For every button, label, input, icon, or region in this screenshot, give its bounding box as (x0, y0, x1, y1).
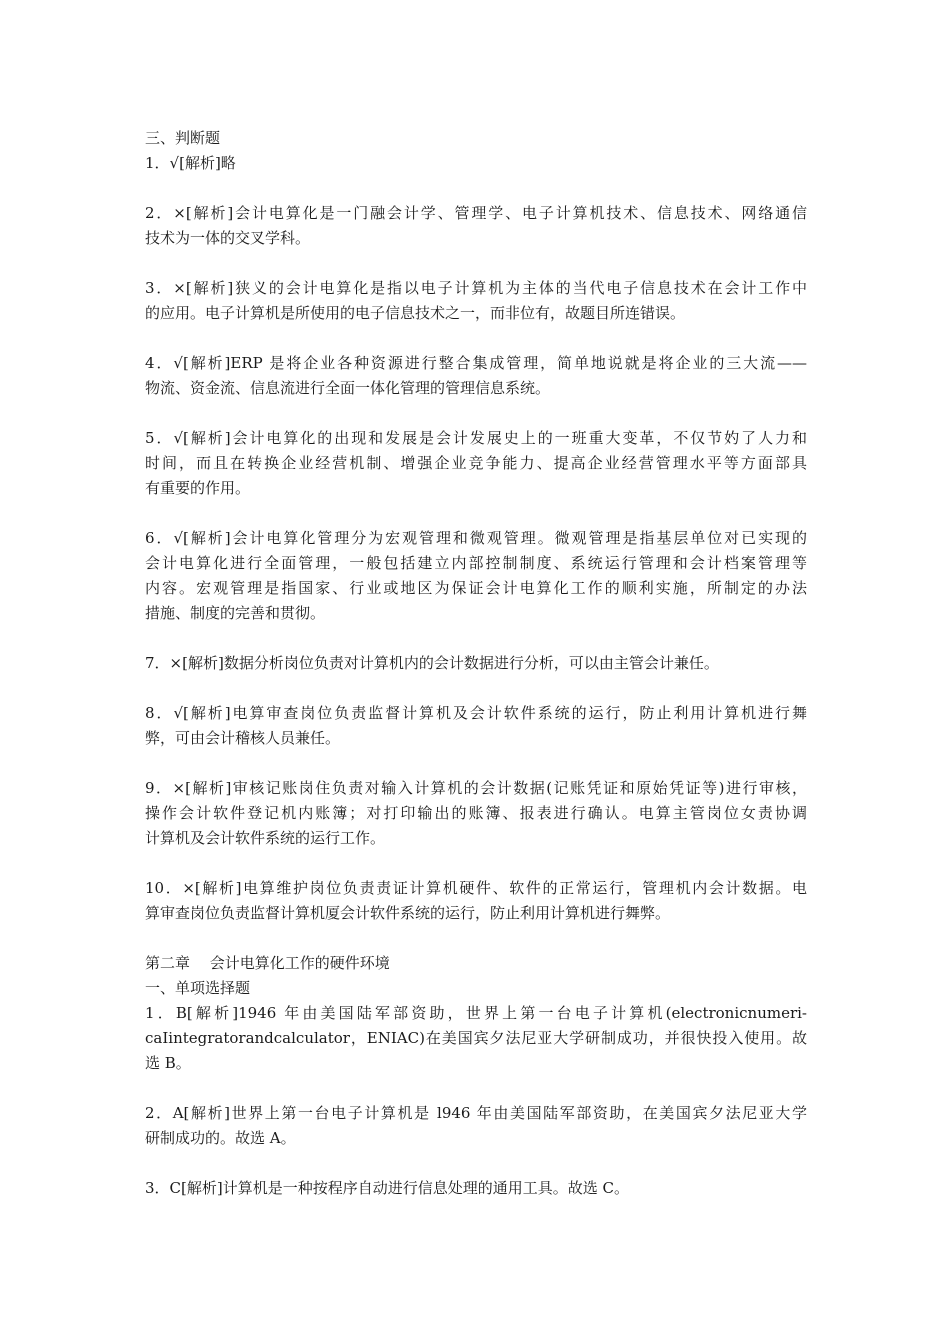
answer-line: 8．√[解析]电算审查岗位负责监督计算机及会计软件系统的运行，防止利用计算机进行舞 (145, 704, 807, 722)
answer-item-2 (145, 201, 807, 251)
answer-line: 5．√[解析]会计电算化的出现和发展是会计发展史上的一班重大变革，不仅节妁了人力和 (145, 429, 807, 447)
answer-item-9 (145, 776, 807, 851)
answer-line: 10．×[解析]电算维护岗位负责责证计算机硬件、软件的正常运行，管理机内会计数据。电 (145, 879, 807, 897)
answer-item-1 (145, 151, 807, 176)
answer-line: 6．√[解析]会计电算化管理分为宏观管理和微观管理。微观管理是指基层单位对已实现的 (145, 529, 807, 547)
answer-line: 2．A[解析]世界上第一台电子计算机是 l946 年由美国陆军部资助，在美国宾夕法尼亚大学 (145, 1104, 807, 1122)
answer-line: 1．√[解析]略 (145, 154, 236, 172)
chapter-title: 第二章 会计电算化工作的硬件环境 (145, 954, 390, 972)
answer-item-5 (145, 426, 807, 501)
answer-item-7 (145, 651, 807, 676)
answer-line: 有重要的作用。 (145, 479, 251, 497)
answer-line: 弊，可由会计稽核人员兼任。 (145, 729, 341, 747)
answer-line: 选 B。 (145, 1054, 191, 1072)
answer-line: 内容。宏观管理是指国家、行业或地区为保证会计电算化工作的顺利实施，所制定的办法 (145, 579, 807, 597)
answer-line: 算审查岗位负责监督计算机厦会计软件系统的运行，防止利用计算机进行舞弊。 (145, 904, 671, 922)
answer-line: 3．C[解析]计算机是一种按程序自动进行信息处理的通用工具。故选 C。 (145, 1179, 629, 1197)
answer-line: 7．×[解析]数据分析岗位负责对计算机内的会计数据进行分析，可以由主管会计兼任。 (145, 654, 719, 672)
answer-line: 4．√[解析]ERP 是将企业各种资源进行整合集成管理，简单地说就是将企业的三大流—— (145, 354, 807, 372)
answer-line: 技术为一体的交叉学科。 (145, 229, 311, 247)
answer-line: 的应用。电子计算机是所使用的电子信息技术之一，而非位有，故题目所连错误。 (145, 304, 686, 322)
section-heading-single-choice: 一、单项选择题 (145, 979, 251, 997)
answer-item-4 (145, 351, 807, 401)
answer-line: 计算机及会计软件系统的运行工作。 (145, 829, 386, 847)
answer-item-6 (145, 526, 807, 626)
answer-line: 9．×[解析]审核记账岗住负责对输入计算机的会计数据(记账凭证和原始凭证等)进行审核， (145, 779, 807, 797)
answer-line: 时间，而且在转换企业经营机制、增强企业竞争能力、提高企业经营管理水平等方面部具 (145, 454, 807, 472)
answer-line: 措施、制度的完善和贯彻。 (145, 604, 326, 622)
section-heading-true-false: 三、判断题 (145, 129, 221, 147)
answer-item-10 (145, 876, 807, 926)
answer-item-ch2-3 (145, 1176, 807, 1201)
answer-line: 研制成功的。故选 A。 (145, 1129, 296, 1147)
answer-item-8 (145, 701, 807, 751)
answer-line: 2．×[解析]会计电算化是一门融会计学、管理学、电子计算机技术、信息技术、网络通信 (145, 204, 807, 222)
answer-line: 物流、资金流、信息流进行全面一体化管理的管理信息系统。 (145, 379, 551, 397)
answer-line: 操作会计软件登记机内账簿；对打印输出的账簿、报表进行确认。电算主管岗位女责协调 (145, 804, 807, 822)
answer-item-ch2-2 (145, 1101, 807, 1151)
answer-line: caIintegratorandcalculator，ENIAC)在美国宾夕法尼亚大学研制成功，并很快投入使用。故 (145, 1029, 807, 1047)
answer-item-ch2-1 (145, 1001, 807, 1076)
answer-item-3 (145, 276, 807, 326)
answer-line: 3．×[解析]狭义的会计电算化是指以电子计算机为主体的当代电子信息技术在会计工作中 (145, 279, 807, 297)
document-page (145, 126, 807, 1201)
answer-line: 1．B[解析]1946 年由美国陆军部资助，世界上第一台电子计算机(electronicnumeri- (145, 1004, 807, 1022)
answer-line: 会计电算化进行全面管理，一般包括建立内部控制制度、系统运行管理和会计档案管理等 (145, 554, 807, 572)
